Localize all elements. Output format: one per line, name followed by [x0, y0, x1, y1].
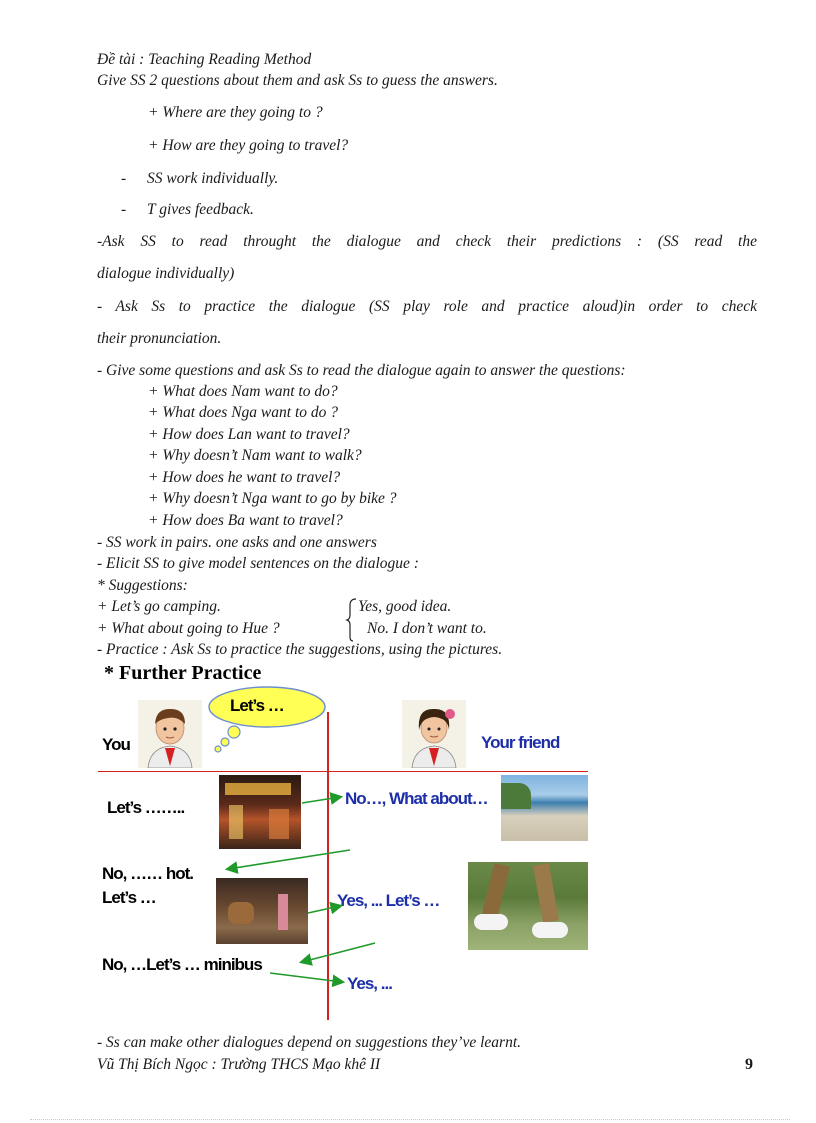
- arrow-to-yes: [270, 973, 342, 982]
- paragraph2-line2: their pronunciation.: [97, 330, 222, 347]
- suggestion-1-response: Yes, good idea.: [358, 598, 452, 615]
- lets-ellipsis-line: Let’s …: [102, 888, 156, 907]
- bullet-dash-1: -: [121, 170, 127, 187]
- arrow-to-what-about: [302, 797, 340, 803]
- paragraph2-line1: - Ask Ss to practice the dialogue (SS play role and practice aloud)in order to check: [97, 298, 757, 315]
- arrow-to-no-hot: [228, 850, 350, 869]
- arrow-to-minibus: [302, 943, 375, 962]
- comprehension-question: + Why doesn’t Nga want to go by bike ?: [148, 490, 397, 507]
- suggestion-2-response: No. I don’t want to.: [367, 620, 487, 637]
- bullet-text-1: SS work individually.: [147, 170, 279, 187]
- bullet-text-2: T gives feedback.: [147, 201, 254, 218]
- arrow-to-yes-lets: [308, 906, 340, 913]
- your-friend-label: Your friend: [481, 733, 560, 752]
- comprehension-question: + Why doesn’t Nam want to walk?: [148, 447, 362, 464]
- you-label: You: [102, 735, 130, 754]
- prediction-question-1: + Where are they going to ?: [148, 104, 323, 121]
- suggestions-heading: * Suggestions:: [97, 577, 188, 594]
- closing-line: - Ss can make other dialogues depend on suggestions they’ve learnt.: [97, 1034, 522, 1051]
- intro-line: Give SS 2 questions about them and ask Ss to guess the answers.: [97, 72, 498, 89]
- bullet-dash-2: -: [121, 201, 127, 218]
- lets-dots-line: Let’s ……..: [107, 798, 185, 817]
- bubble-text: Let’s …: [230, 696, 284, 715]
- page-bottom-border: [30, 1119, 790, 1120]
- pair-work-line: - SS work in pairs. one asks and one answers: [97, 534, 377, 551]
- no-minibus-line: No, …Let’s … minibus: [102, 955, 262, 974]
- elicit-line: - Elicit SS to give model sentences on the dialogue :: [97, 555, 419, 572]
- prediction-question-2: + How are they going to travel?: [148, 137, 349, 154]
- comprehension-question: + What does Nam want to do?: [148, 383, 338, 400]
- suggestion-2: + What about going to Hue ?: [97, 620, 280, 637]
- practice-line: - Practice : Ask Ss to practice the suggestions, using the pictures.: [97, 641, 503, 658]
- comprehension-question: + How does Lan want to travel?: [148, 426, 350, 443]
- page-number: 9: [745, 1056, 753, 1073]
- comprehension-question: + How does he want to travel?: [148, 469, 341, 486]
- comprehension-question: + What does Nga want to do ?: [148, 404, 339, 421]
- comprehension-intro: - Give some questions and ask Ss to read the dialogue again to answer the questions:: [97, 362, 626, 379]
- suggestion-1: + Let’s go camping.: [97, 598, 221, 615]
- footer-author: Vũ Thị Bích Ngọc : Trường THCS Mạo khê II: [97, 1056, 381, 1073]
- comprehension-question: + How does Ba want to travel?: [148, 512, 343, 529]
- yes-lets-line: Yes, ... Let’s …: [337, 891, 440, 910]
- further-practice-heading: * Further Practice: [104, 662, 262, 684]
- no-hot-line: No, …… hot.: [102, 864, 193, 883]
- paragraph1-line1: -Ask SS to read throught the dialogue and check their predictions : (SS read the: [97, 233, 757, 250]
- yes-line: Yes, ...: [347, 974, 392, 993]
- paragraph1-line2: dialogue individually): [97, 265, 235, 282]
- no-what-about-line: No…, What about…: [345, 789, 488, 808]
- topic-line: Đề tài : Teaching Reading Method: [97, 51, 312, 68]
